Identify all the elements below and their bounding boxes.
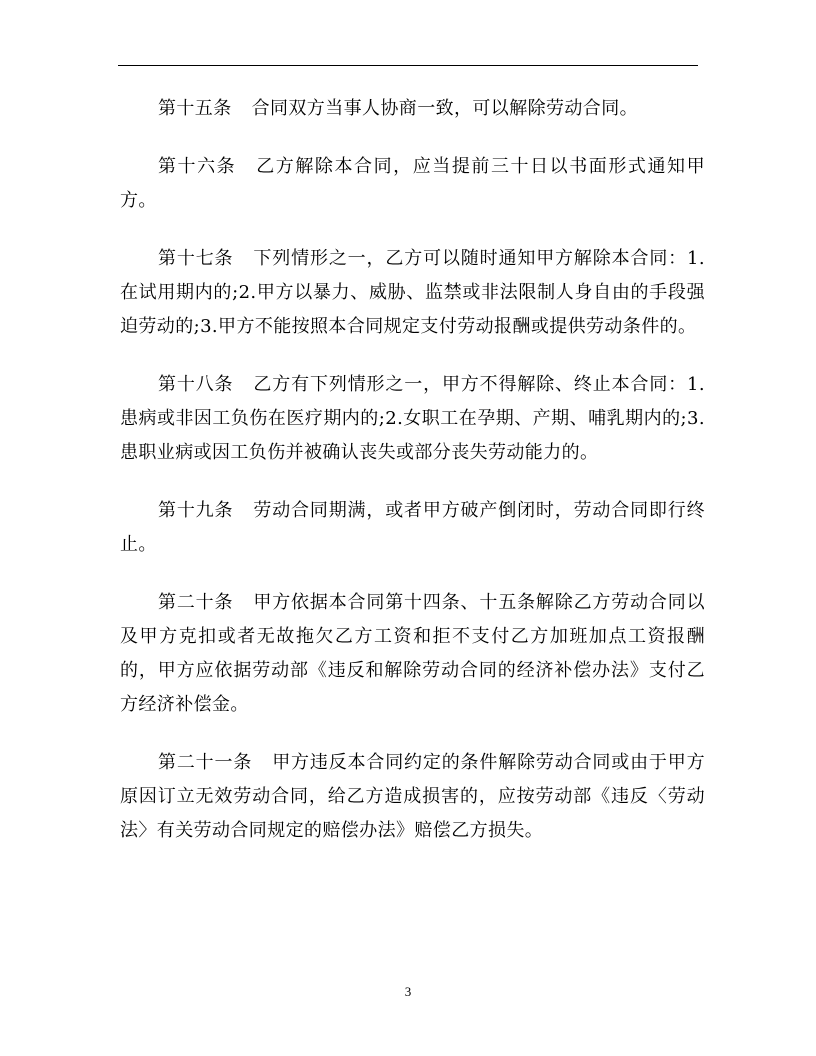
article-label: 第十六条 <box>158 156 237 177</box>
article-label: 第二十一条 <box>158 752 253 773</box>
page-number: 3 <box>404 984 412 999</box>
article-15 <box>120 92 705 126</box>
article-text: 乙方有下列情形之一，甲方不得解除、终止本合同：1.患病或非因工负伤在医疗期内的;2.女职工在孕期、产期、哺乳期内的;3.患职业病或因工负伤并被确认丧失或部分丧失劳动能力的。 <box>120 374 706 463</box>
article-20 <box>120 586 705 722</box>
article-label: 第十九条 <box>158 500 234 521</box>
body-text <box>120 92 705 872</box>
article-label: 第十八条 <box>158 374 234 395</box>
article-label: 第二十条 <box>158 592 234 613</box>
article-text: 甲方依据本合同第十四条、十五条解除乙方劳动合同以及甲方克扣或者无故拖欠乙方工资和拒不支付乙方加班加点工资报酬的，甲方应依据劳动部《违反和解除劳动合同的经济补偿办法》支付乙方经济补偿金。 <box>120 592 705 715</box>
article-18 <box>120 368 705 470</box>
article-text: 下列情形之一，乙方可以随时通知甲方解除本合同：1.在试用期内的;2.甲方以暴力、威胁、监禁或非法限制人身自由的手段强迫劳动的;3.甲方不能按照本合同规定支付劳动报酬或提供劳动条件的。 <box>120 248 706 337</box>
article-text: 甲方违反本合同约定的条件解除劳动合同或由于甲方原因订立无效劳动合同，给乙方造成损害的，应按劳动部《违反〈劳动法〉有关劳动合同规定的赔偿办法》赔偿乙方损失。 <box>120 752 705 841</box>
article-text: 合同双方当事人协商一致，可以解除劳动合同。 <box>251 98 639 119</box>
article-text: 乙方解除本合同，应当提前三十日以书面形式通知甲方。 <box>120 156 705 211</box>
article-label: 第十五条 <box>158 98 232 119</box>
article-16 <box>120 150 705 218</box>
article-21 <box>120 746 705 848</box>
article-label: 第十七条 <box>158 248 234 269</box>
article-17 <box>120 242 705 344</box>
article-19 <box>120 494 705 562</box>
article-text: 劳动合同期满，或者甲方破产倒闭时，劳动合同即行终止。 <box>120 500 705 555</box>
header-rule <box>118 65 698 66</box>
